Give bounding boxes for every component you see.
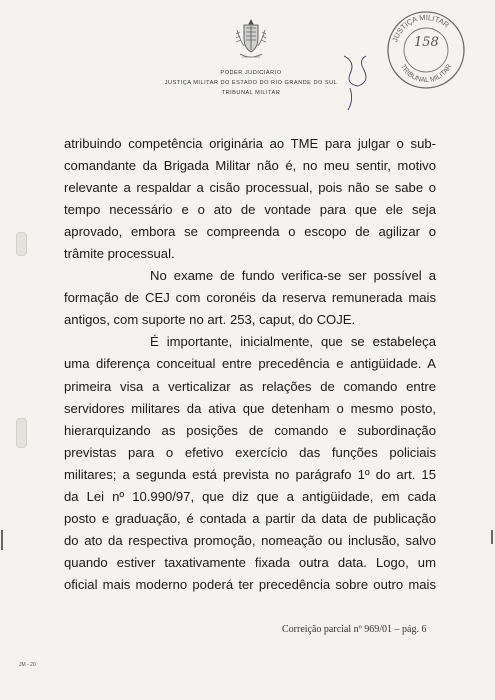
coat-of-arms-icon (234, 18, 268, 62)
punch-hole-mark (16, 418, 27, 448)
text-line: comandante da Brigada Militar não é, no meu sentir, motivo (64, 158, 436, 174)
svg-text:TRIBUNAL MILITAR: TRIBUNAL MILITAR (398, 63, 454, 85)
punch-hole-mark (16, 232, 27, 256)
scan-edge-mark (491, 530, 493, 544)
text-line: quando estiver taxativamente fixada outra data. Logo, um (64, 554, 436, 570)
text-line: atribuindo competência originária ao TME para julgar o sub- (64, 136, 436, 151)
text-line: antigos, com suporte no art. 253, caput, do COJE. (64, 312, 356, 328)
text-line: do ato da respectiva promoção, nomeação ou inclusão, salvo (64, 532, 436, 548)
text-line: da Lei nº 10.990/97, que diz que a antigüidade, em cada (64, 488, 436, 504)
svg-text:JUSTIÇA MILITAR: JUSTIÇA MILITAR (390, 12, 451, 44)
header-line-1: PODER JUDICIÁRIO (220, 70, 282, 76)
page-footer: Correição parcial nº 969/01 – pág. 6 (282, 624, 427, 635)
text-line: posto e graduação, é contada a partir da data de publicação (64, 510, 436, 526)
scan-edge-mark (1, 530, 3, 550)
text-line: hierarquizando as posições de comando e subordinação (64, 422, 436, 438)
text-line: relevante a respaldar a cisão processual, pois não se sabe o (64, 180, 436, 196)
body-text (64, 133, 436, 596)
stamp-handwritten-number: 158 (414, 35, 439, 50)
text-line: trâmite processual. (64, 246, 175, 262)
text-line: No exame de fundo verifica-se ser possível a (150, 268, 436, 284)
court-stamp-seal (384, 8, 468, 92)
text-line: É importante, inicialmente, que se estabeleça (150, 334, 436, 350)
text-line: oficial mais moderno poderá ter precedência sobre outro mais (64, 576, 436, 592)
text-line: uma diferença conceitual entre precedência e antigüidade. A (64, 356, 436, 372)
text-line: previstas para o efetivo exercício das funções policiais (64, 444, 436, 460)
page-code: JM - 20 (19, 662, 36, 668)
header-line-3: TRIBUNAL MILITAR (221, 90, 281, 96)
text-line: primeira visa a verticalizar as relações de comando entre (64, 378, 436, 394)
header-line-2: JUSTIÇA MILITAR DO ESTADO DO RIO GRANDE DO SUL (164, 80, 338, 86)
text-line: servidores militares da ativa que detenham o mesmo posto, (64, 400, 436, 416)
text-line: formação de CEJ com coronéis da reserva remunerada mais (64, 290, 436, 306)
handwritten-signature (336, 52, 376, 114)
text-line: militares; a segunda está prevista no parágrafo 1º do art. 15 (64, 466, 436, 482)
text-line: aprovado, embora se compreenda o escopo de agilizar o (64, 224, 436, 240)
text-line: tempo necessário e o ato de vontade para que ele seja (64, 202, 436, 218)
